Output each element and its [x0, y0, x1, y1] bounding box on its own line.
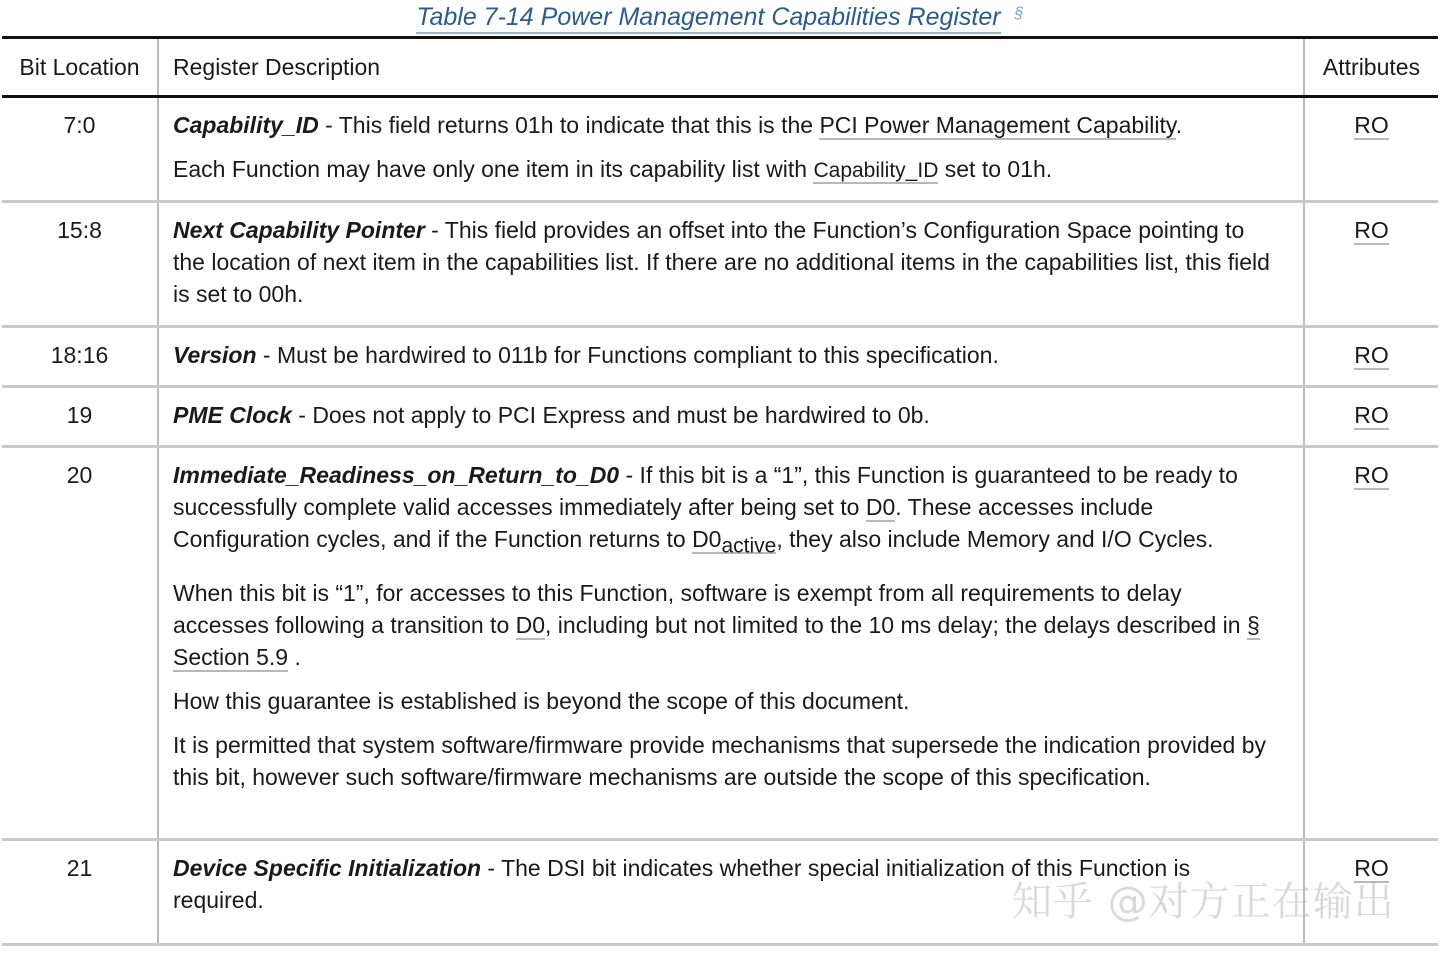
register-table: [2, 36, 1438, 946]
link-pci-power-management-capability[interactable]: PCI Power Management Capability: [819, 112, 1176, 138]
section-anchor-icon[interactable]: §: [1014, 5, 1024, 22]
link-d0[interactable]: D0: [865, 494, 896, 520]
description-text: .: [288, 643, 301, 670]
link-d0-active[interactable]: [692, 526, 777, 558]
description-text: - If this bit is a “1”, this Function is guaranteed to be ready to successfully complete valid accesses immediately after being set to: [173, 462, 1238, 520]
description-text: - This field provides an offset into the Function’s Configuration Space pointing to the location of next item in the capabilities list. If there are no additional items in the capabilities list, this field is set to 00h.: [173, 217, 1270, 307]
attribute-cell: [1304, 97, 1438, 202]
field-name: Device Specific Initialization: [173, 855, 482, 881]
table-row: [2, 447, 1438, 840]
description-text: - Must be hardwired to 011b for Functions compliant to this specification.: [256, 342, 999, 368]
attribute-cell: [1304, 447, 1438, 840]
attribute-badge[interactable]: RO: [1354, 342, 1389, 368]
attribute-cell: [1304, 327, 1438, 387]
bit-location: 15:8: [2, 202, 158, 327]
header-row: [2, 38, 1438, 97]
register-description: [158, 202, 1304, 327]
table-row: [2, 327, 1438, 387]
d0-text: D0: [692, 526, 722, 552]
bit-location: 20: [2, 447, 158, 840]
description-paragraph: It is permitted that system software/firmware provide mechanisms that supersede the indication provided by this bit, however such software/firmware mechanisms are outside the scope of this specification.: [173, 731, 1266, 790]
field-name: Next Capability Pointer: [173, 217, 425, 243]
attribute-badge[interactable]: RO: [1354, 112, 1389, 138]
description-text: - The DSI bit indicates whether special initialization of this Function is required.: [173, 855, 1191, 913]
d0-active-subscript: active: [721, 534, 777, 558]
table-caption: [0, 0, 1440, 36]
description-text: set to 01h.: [938, 156, 1053, 182]
header-attributes: Attributes: [1304, 38, 1438, 97]
description-text: , they also include Memory and I/O Cycles.: [776, 526, 1214, 552]
attribute-cell: [1304, 387, 1438, 447]
bit-location: 21: [2, 840, 158, 945]
attribute-cell: [1304, 202, 1438, 327]
register-description: [158, 447, 1304, 840]
link-section-5-9[interactable]: § Section 5.9: [173, 611, 1260, 670]
description-text: - This field returns 01h to indicate that this is the: [318, 112, 820, 138]
description-text: .: [1175, 112, 1183, 138]
field-name: Immediate_Readiness_on_Return_to_D0: [173, 462, 620, 488]
attribute-badge[interactable]: RO: [1354, 855, 1389, 881]
register-description: [158, 97, 1304, 202]
register-description: [158, 387, 1304, 447]
header-bit-location: Bit Location: [2, 38, 158, 97]
table-row: [2, 202, 1438, 327]
header-register-description: Register Description: [158, 38, 1304, 97]
link-capability-id[interactable]: Capability_ID: [813, 159, 939, 182]
table-row: [2, 97, 1438, 202]
bit-location: 18:16: [2, 327, 158, 387]
description-text: - Does not apply to PCI Express and must be hardwired to 0b.: [291, 402, 930, 428]
description-text: , including but not limited to the 10 ms delay; the delays described in: [545, 611, 1247, 638]
field-name: PME Clock: [173, 402, 292, 428]
caption-title: Table 7-14 Power Management Capabilities Register: [416, 3, 1000, 34]
bit-location: 7:0: [2, 97, 158, 202]
attribute-badge[interactable]: RO: [1354, 217, 1389, 243]
description-text: Each Function may have only one item in its capability list with: [173, 156, 814, 182]
table-row: [2, 387, 1438, 447]
attribute-badge[interactable]: RO: [1354, 402, 1389, 428]
link-d0[interactable]: D0: [515, 611, 546, 638]
watermark: 知乎 @对方正在输出: [1012, 879, 1395, 925]
attribute-badge[interactable]: RO: [1354, 462, 1389, 488]
field-name: Version: [173, 342, 257, 368]
bit-location: 19: [2, 387, 158, 447]
register-description: [158, 327, 1304, 387]
description-paragraph: How this guarantee is established is beyond the scope of this document.: [173, 687, 910, 714]
field-name: Capability_ID: [173, 112, 319, 138]
description-text: . These accesses include Configuration cycles, and if the Function returns to: [173, 494, 1154, 552]
description-text: When this bit is “1”, for accesses to this Function, software is exempt from all requirements to delay accesses following a transition to: [173, 579, 1182, 638]
